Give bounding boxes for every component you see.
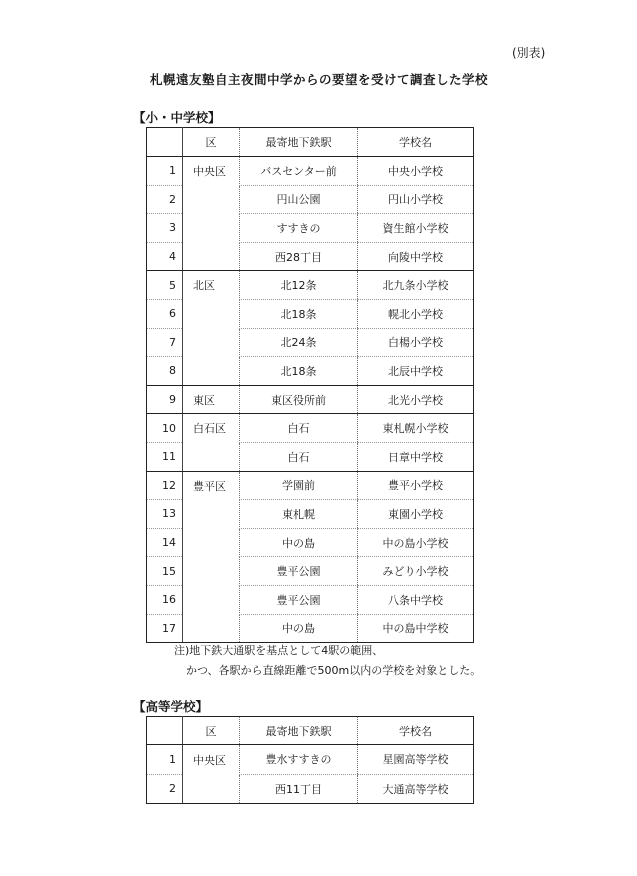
ward-cell [183, 614, 240, 643]
header-number-cell [147, 128, 183, 157]
row-number: 15 [147, 557, 183, 586]
station-cell: 豊平公園 [240, 557, 358, 586]
ward-cell [183, 500, 240, 529]
ward-cell: 北区 [183, 271, 240, 300]
header-ward: 区 [183, 128, 240, 157]
school-cell: 八条中学校 [358, 585, 474, 614]
station-cell: 円山公園 [240, 185, 358, 214]
station-cell: 白石 [240, 442, 358, 471]
school-cell: 大通高等学校 [358, 774, 474, 804]
elementary-middle-section-label: 【小・中学校】 [133, 110, 221, 125]
school-cell: 白楊小学校 [358, 328, 474, 357]
row-number: 14 [147, 528, 183, 557]
high-school-section-label: 【高等学校】 [133, 699, 209, 714]
station-cell: 東札幌 [240, 500, 358, 529]
ward-cell [183, 442, 240, 471]
ward-cell [183, 328, 240, 357]
table-row [147, 614, 474, 643]
station-cell: すすきの [240, 214, 358, 243]
school-cell: みどり小学校 [358, 557, 474, 586]
row-number: 12 [147, 471, 183, 500]
table-header-row [147, 128, 474, 157]
school-cell: 東札幌小学校 [358, 414, 474, 443]
school-cell: 北辰中学校 [358, 357, 474, 386]
station-cell: 白石 [240, 414, 358, 443]
row-number: 8 [147, 357, 183, 386]
station-cell: バスセンター前 [240, 157, 358, 186]
school-cell: 中の島小学校 [358, 528, 474, 557]
row-number: 6 [147, 299, 183, 328]
table-row [147, 328, 474, 357]
row-number: 4 [147, 242, 183, 271]
table-row [147, 271, 474, 300]
document-title: 札幌遠友塾自主夜間中学からの要望を受けて調査した学校 [150, 72, 489, 87]
ward-cell [183, 214, 240, 243]
elementary-middle-school-table [146, 127, 474, 643]
table-header-row [147, 717, 474, 745]
station-cell: 豊水すすきの [240, 745, 358, 775]
school-cell: 星園高等学校 [358, 745, 474, 775]
school-cell: 円山小学校 [358, 185, 474, 214]
row-number: 2 [147, 185, 183, 214]
ward-cell: 東区 [183, 385, 240, 414]
appendix-tag: (別表) [512, 46, 546, 60]
station-cell: 北12条 [240, 271, 358, 300]
header-ward: 区 [183, 717, 240, 745]
table-row [147, 557, 474, 586]
ward-cell [183, 242, 240, 271]
school-cell: 中央小学校 [358, 157, 474, 186]
table-row [147, 185, 474, 214]
station-cell: 北18条 [240, 299, 358, 328]
table-row [147, 385, 474, 414]
table-row [147, 157, 474, 186]
table-row [147, 214, 474, 243]
table-row [147, 357, 474, 386]
header-school: 学校名 [358, 128, 474, 157]
school-cell: 向陵中学校 [358, 242, 474, 271]
school-cell: 資生館小学校 [358, 214, 474, 243]
row-number: 16 [147, 585, 183, 614]
header-station: 最寄地下鉄駅 [240, 128, 358, 157]
row-number: 7 [147, 328, 183, 357]
ward-cell: 白石区 [183, 414, 240, 443]
school-cell: 中の島中学校 [358, 614, 474, 643]
row-number: 17 [147, 614, 183, 643]
header-number-cell [147, 717, 183, 745]
row-number: 1 [147, 157, 183, 186]
ward-cell [183, 185, 240, 214]
row-number: 5 [147, 271, 183, 300]
school-cell: 北光小学校 [358, 385, 474, 414]
ward-cell: 中央区 [183, 157, 240, 186]
table-row [147, 745, 474, 775]
school-cell: 東園小学校 [358, 500, 474, 529]
ward-cell [183, 557, 240, 586]
school-cell: 北九条小学校 [358, 271, 474, 300]
table-row [147, 774, 474, 804]
station-cell: 豊平公園 [240, 585, 358, 614]
station-cell: 西28丁目 [240, 242, 358, 271]
row-number: 9 [147, 385, 183, 414]
table-row [147, 242, 474, 271]
row-number: 1 [147, 745, 183, 775]
school-cell: 日章中学校 [358, 442, 474, 471]
school-cell: 豊平小学校 [358, 471, 474, 500]
row-number: 11 [147, 442, 183, 471]
table-row [147, 585, 474, 614]
high-school-table [146, 716, 474, 804]
table-row [147, 299, 474, 328]
table-note-line-2: かつ、各駅から直線距離で500m以内の学校を対象とした。 [186, 664, 482, 677]
table-row [147, 414, 474, 443]
row-number: 13 [147, 500, 183, 529]
table-row [147, 442, 474, 471]
row-number: 3 [147, 214, 183, 243]
ward-cell [183, 357, 240, 386]
station-cell: 学園前 [240, 471, 358, 500]
station-cell: 西11丁目 [240, 774, 358, 804]
header-station: 最寄地下鉄駅 [240, 717, 358, 745]
school-cell: 幌北小学校 [358, 299, 474, 328]
header-school: 学校名 [358, 717, 474, 745]
station-cell: 中の島 [240, 614, 358, 643]
station-cell: 中の島 [240, 528, 358, 557]
table-row [147, 500, 474, 529]
ward-cell [183, 528, 240, 557]
ward-cell [183, 299, 240, 328]
ward-cell: 中央区 [183, 745, 240, 775]
station-cell: 北24条 [240, 328, 358, 357]
station-cell: 北18条 [240, 357, 358, 386]
ward-cell: 豊平区 [183, 471, 240, 500]
ward-cell [183, 585, 240, 614]
row-number: 10 [147, 414, 183, 443]
table-row [147, 471, 474, 500]
table-note-line-1: 注)地下鉄大通駅を基点として4駅の範囲、 [174, 644, 384, 657]
ward-cell [183, 774, 240, 804]
station-cell: 東区役所前 [240, 385, 358, 414]
table-row [147, 528, 474, 557]
row-number: 2 [147, 774, 183, 804]
